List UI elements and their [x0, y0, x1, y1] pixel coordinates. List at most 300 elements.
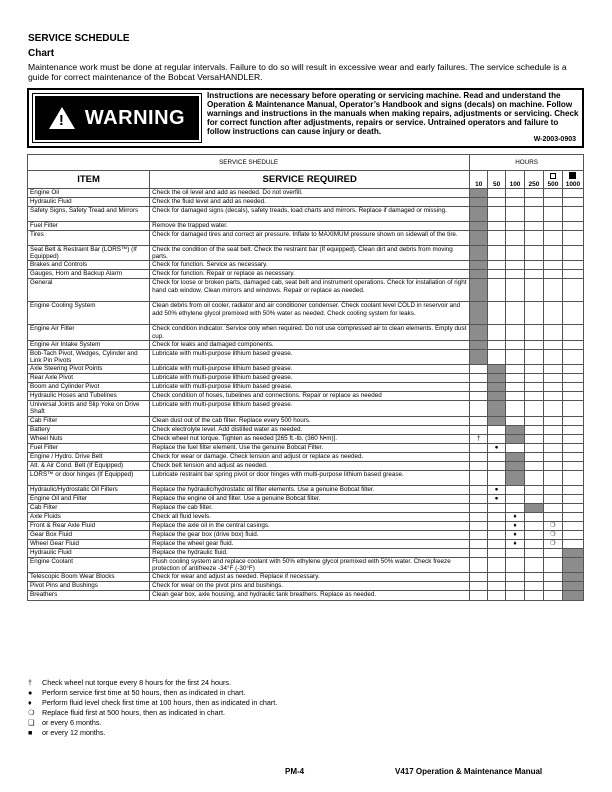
hours-header-1000: 1000: [562, 171, 583, 189]
hours-header-50: 50: [488, 171, 506, 189]
service-cell: Check for function. Repair or replace as necessary.: [150, 270, 470, 279]
item-cell: Seat Belt & Restraint Bar (LORS™) (If Equipped): [28, 246, 150, 261]
interval-cell-10: [470, 401, 488, 416]
service-cell: Replace the engine oil and filter. Use a genuine Bobcat filter.: [150, 494, 470, 503]
item-cell: Wheel Nuts: [28, 434, 150, 443]
table-row: [28, 374, 584, 383]
interval-cell-250: [524, 548, 543, 557]
item-cell: Axle Steering Pivot Points: [28, 365, 150, 374]
legend-item: [28, 708, 277, 718]
legend-item: [28, 678, 277, 688]
interval-cell-500: [543, 512, 562, 521]
service-cell: Replace the fuel filter element. Use the genuine Bobcat Filter.: [150, 443, 470, 452]
interval-cell-1000: [562, 325, 583, 340]
service-cell: Check for wear or damage. Check tension and adjust or replace as needed.: [150, 452, 470, 461]
interval-cell-50: [488, 392, 506, 401]
interval-cell-50: [488, 401, 506, 416]
service-cell: Check for damaged signs (decals), safety treads, load charts and mirrors. Replace if damaged or missing.: [150, 207, 470, 222]
interval-cell-500: [543, 392, 562, 401]
table-row: [28, 325, 584, 340]
interval-cell-250: [524, 392, 543, 401]
item-cell: Breathers: [28, 591, 150, 601]
interval-cell-500: [543, 365, 562, 374]
interval-cell-250: [524, 222, 543, 231]
item-cell: Fuel Filter: [28, 443, 150, 452]
interval-cell-250: [524, 383, 543, 392]
warning-text: Instructions are necessary before operating or servicing machine. Read and understand the Operation & Maintenance Manual, Operator’s Handbook and signs (decals) on machine. Follow warnings and instructions in the manuals when making repairs, adjustments or servicing. Check for correct function after adjustments, repairs or service. Untrained operators and failure to follow instructions can cause injury or death.: [207, 91, 579, 136]
item-cell: Alt. & Air Cond. Belt (If Equipped): [28, 461, 150, 470]
service-cell: Clean dust out of the cab filter. Replace every 500 hours.: [150, 416, 470, 425]
interval-cell-500: ❍: [543, 521, 562, 530]
item-cell: Engine / Hydro. Drive Belt: [28, 452, 150, 461]
interval-cell-100: [506, 349, 525, 364]
interval-cell-250: [524, 530, 543, 539]
interval-cell-10: [470, 548, 488, 557]
service-cell: Check for wear on the pivot pins and bushings.: [150, 582, 470, 591]
item-cell: Cab Filter: [28, 503, 150, 512]
interval-cell-1000: [562, 261, 583, 270]
table-row: [28, 222, 584, 231]
interval-cell-50: [488, 461, 506, 470]
interval-cell-250: [524, 279, 543, 302]
item-cell: Rear Axle Pivot: [28, 374, 150, 383]
service-cell: Replace the hydraulic fluid.: [150, 548, 470, 557]
interval-cell-250: [524, 425, 543, 434]
warning-code: W-2003-0903: [533, 136, 576, 143]
interval-cell-250: [524, 261, 543, 270]
interval-cell-10: [470, 198, 488, 207]
interval-cell-100: [506, 340, 525, 349]
interval-cell-250: [524, 270, 543, 279]
table-row: [28, 539, 584, 548]
interval-cell-50: [488, 573, 506, 582]
interval-cell-500: [543, 349, 562, 364]
table-row: [28, 189, 584, 198]
interval-cell-10: [470, 302, 488, 325]
item-cell: Bob-Tach Pivot, Wedges, Cylinder and Link Pin Pivots: [28, 349, 150, 364]
interval-cell-1000: [562, 340, 583, 349]
interval-cell-100: [506, 434, 525, 443]
interval-cell-10: [470, 231, 488, 246]
item-cell: Tires: [28, 231, 150, 246]
table-row: [28, 494, 584, 503]
interval-cell-1000: [562, 425, 583, 434]
interval-cell-50: [488, 279, 506, 302]
service-cell: Check belt tension and adjust as needed.: [150, 461, 470, 470]
table-row: [28, 503, 584, 512]
table-row: [28, 582, 584, 591]
service-cell: Lubricate with multi-purpose lithium based grease.: [150, 349, 470, 364]
item-cell: Hydraulic Fluid: [28, 548, 150, 557]
interval-cell-50: [488, 521, 506, 530]
legend-item: [28, 698, 277, 708]
interval-cell-250: [524, 485, 543, 494]
item-cell: Battery: [28, 425, 150, 434]
legend-text: or every 6 months.: [42, 718, 102, 727]
interval-cell-100: [506, 392, 525, 401]
interval-cell-500: [543, 325, 562, 340]
interval-cell-50: ●: [488, 494, 506, 503]
interval-cell-250: [524, 557, 543, 572]
table-row: [28, 365, 584, 374]
interval-cell-500: [543, 573, 562, 582]
service-cell: Check for loose or broken parts, damaged cab, seat belt and instrument operations. Check for installation of right hand cab window. Clean mirrors and windows. Repair or replace as needed.: [150, 279, 470, 302]
service-cell: Replace the wheel gear fluid.: [150, 539, 470, 548]
interval-cell-500: [543, 443, 562, 452]
interval-cell-1000: [562, 383, 583, 392]
interval-cell-50: [488, 452, 506, 461]
interval-cell-10: [470, 530, 488, 539]
interval-cell-10: [470, 365, 488, 374]
item-cell: Gear Box Fluid: [28, 530, 150, 539]
interval-cell-50: [488, 416, 506, 425]
interval-cell-10: [470, 443, 488, 452]
interval-cell-250: [524, 443, 543, 452]
legend-symbol-icon: ●: [28, 688, 33, 697]
interval-cell-50: [488, 530, 506, 539]
interval-cell-250: [524, 494, 543, 503]
table-row: [28, 573, 584, 582]
hours-title: HOURS: [470, 155, 584, 171]
interval-cell-50: [488, 425, 506, 434]
interval-cell-250: [524, 401, 543, 416]
legend-symbol-icon: ■: [28, 728, 33, 737]
interval-cell-500: [543, 302, 562, 325]
item-cell: Engine Oil: [28, 189, 150, 198]
interval-cell-1000: [562, 189, 583, 198]
interval-cell-1000: [562, 494, 583, 503]
interval-cell-50: [488, 591, 506, 601]
interval-cell-1000: [562, 512, 583, 521]
interval-cell-10: [470, 392, 488, 401]
table-row: [28, 470, 584, 485]
table-row: [28, 443, 584, 452]
interval-cell-500: [543, 582, 562, 591]
interval-cell-100: [506, 189, 525, 198]
hours-header-250: 250: [524, 171, 543, 189]
interval-cell-100: [506, 383, 525, 392]
interval-cell-1000: [562, 349, 583, 364]
interval-cell-50: [488, 374, 506, 383]
service-cell: Lubricate with multi-purpose lithium based grease.: [150, 383, 470, 392]
table-row: [28, 392, 584, 401]
interval-cell-500: ❍: [543, 539, 562, 548]
service-cell: Replace the gear box (drive box) fluid.: [150, 530, 470, 539]
interval-cell-10: [470, 503, 488, 512]
interval-cell-500: [543, 452, 562, 461]
interval-cell-100: [506, 261, 525, 270]
service-cell: Lubricate with multi-purpose lithium based grease.: [150, 374, 470, 383]
interval-cell-1000: [562, 582, 583, 591]
service-cell: Check for function. Service as necessary.: [150, 261, 470, 270]
interval-cell-50: [488, 270, 506, 279]
interval-cell-1000: [562, 521, 583, 530]
interval-cell-500: [543, 198, 562, 207]
interval-cell-500: [543, 374, 562, 383]
interval-cell-100: [506, 325, 525, 340]
service-cell: Lubricate restraint bar spring pivot or door hinges with multi-purpose lithium based grease.: [150, 470, 470, 485]
interval-cell-500: [543, 383, 562, 392]
interval-cell-10: [470, 416, 488, 425]
interval-cell-500: [543, 222, 562, 231]
interval-cell-100: [506, 470, 525, 485]
intro-paragraph: Maintenance work must be done at regular intervals. Failure to do so will result in excessive wear and early failures. The service schedule is a guide for correct maintenance of the Bobcat VersaHANDLER.: [28, 62, 567, 82]
interval-cell-250: [524, 503, 543, 512]
interval-cell-10: [470, 207, 488, 222]
interval-cell-500: [543, 557, 562, 572]
table-row: [28, 246, 584, 261]
chart-subheading: Chart: [28, 48, 55, 59]
legend-symbol-icon: ♦: [28, 698, 32, 707]
warning-box: [27, 88, 584, 148]
interval-cell-100: [506, 503, 525, 512]
interval-cell-500: [543, 485, 562, 494]
interval-cell-500: [543, 207, 562, 222]
interval-cell-50: [488, 189, 506, 198]
service-cell: Replace the axle oil in the central casings.: [150, 521, 470, 530]
interval-cell-50: [488, 582, 506, 591]
interval-cell-100: [506, 443, 525, 452]
interval-cell-100: [506, 494, 525, 503]
table-row: [28, 485, 584, 494]
interval-cell-250: [524, 434, 543, 443]
interval-cell-250: [524, 416, 543, 425]
service-cell: Check the fluid level and add as needed.: [150, 198, 470, 207]
service-cell: Flush cooling system and replace coolant with 50% ethylene glycol premixed with 50% water. Check freeze protection of antifreeze -34°F (-30°F): [150, 557, 470, 572]
item-cell: Engine Air Filter: [28, 325, 150, 340]
interval-cell-50: ●: [488, 443, 506, 452]
interval-cell-500: [543, 434, 562, 443]
interval-cell-50: [488, 512, 506, 521]
interval-cell-10: †: [470, 434, 488, 443]
interval-cell-100: [506, 485, 525, 494]
item-cell: Gauges, Horn and Backup Alarm: [28, 270, 150, 279]
interval-cell-500: [543, 503, 562, 512]
interval-cell-50: [488, 340, 506, 349]
table-row: [28, 512, 584, 521]
interval-cell-100: [506, 416, 525, 425]
interval-cell-1000: [562, 530, 583, 539]
interval-cell-250: [524, 349, 543, 364]
interval-cell-500: [543, 416, 562, 425]
section-heading: SERVICE SCHEDULE: [28, 33, 130, 44]
interval-cell-250: [524, 521, 543, 530]
item-cell: Wheel Gear Fluid: [28, 539, 150, 548]
legend-item: [28, 728, 277, 738]
item-cell: Axle Fluids: [28, 512, 150, 521]
interval-cell-50: [488, 302, 506, 325]
table-row: [28, 198, 584, 207]
item-cell: Telescopic Boom Wear Blocks: [28, 573, 150, 582]
service-cell: Check for damaged tires and correct air pressure. Inflate to MAXIMUM pressure shown on sidewall of the tire.: [150, 231, 470, 246]
interval-cell-100: [506, 222, 525, 231]
interval-cell-500: [543, 340, 562, 349]
interval-cell-100: [506, 401, 525, 416]
interval-cell-250: [524, 452, 543, 461]
hours-header-100: 100: [506, 171, 525, 189]
manual-title: V417 Operation & Maintenance Manual: [395, 767, 543, 776]
interval-cell-10: [470, 591, 488, 601]
interval-cell-250: [524, 198, 543, 207]
item-cell: Hydraulic Hoses and Tubelines: [28, 392, 150, 401]
interval-cell-10: [470, 512, 488, 521]
interval-cell-50: [488, 231, 506, 246]
interval-cell-50: [488, 434, 506, 443]
interval-cell-500: [543, 231, 562, 246]
interval-cell-10: [470, 279, 488, 302]
table-row: [28, 261, 584, 270]
interval-cell-10: [470, 222, 488, 231]
interval-cell-1000: [562, 374, 583, 383]
service-cell: Clean debris from oil cooler, radiator and air conditioner condenser. Check coolant level COLD in reservoir and add 50% ethylene glycol premixed with 50% water as needed. Check cooling system for leaks.: [150, 302, 470, 325]
interval-cell-10: [470, 485, 488, 494]
interval-cell-50: [488, 222, 506, 231]
interval-cell-1000: [562, 231, 583, 246]
table-row: [28, 548, 584, 557]
interval-cell-1000: [562, 557, 583, 572]
interval-cell-100: [506, 279, 525, 302]
interval-cell-250: [524, 461, 543, 470]
item-cell: Pivot Pins and Bushings: [28, 582, 150, 591]
interval-cell-500: [543, 279, 562, 302]
interval-cell-250: [524, 325, 543, 340]
interval-cell-100: [506, 302, 525, 325]
item-cell: Hydraulic Fluid: [28, 198, 150, 207]
item-column-header: ITEM: [28, 171, 150, 189]
item-cell: Safety Signs, Safety Tread and Mirrors: [28, 207, 150, 222]
interval-cell-100: [506, 198, 525, 207]
table-row: [28, 452, 584, 461]
interval-cell-1000: [562, 539, 583, 548]
interval-cell-1000: [562, 461, 583, 470]
item-cell: Engine Air Intake System: [28, 340, 150, 349]
interval-cell-50: [488, 261, 506, 270]
twelve-month-square-icon: [569, 172, 576, 179]
interval-cell-500: [543, 591, 562, 601]
interval-cell-1000: [562, 246, 583, 261]
interval-cell-100: [506, 246, 525, 261]
interval-cell-100: [506, 425, 525, 434]
interval-cell-50: [488, 383, 506, 392]
table-row: [28, 340, 584, 349]
interval-cell-100: [506, 452, 525, 461]
interval-cell-250: [524, 512, 543, 521]
service-cell: Check all fluid levels.: [150, 512, 470, 521]
legend-text: Check wheel nut torque every 8 hours for the first 24 hours.: [42, 678, 231, 687]
interval-cell-1000: [562, 302, 583, 325]
service-cell: Check the condition of the seat belt. Check the restraint bar (If equipped). Clean dirt and debris from moving parts.: [150, 246, 470, 261]
legend-text: Perform fluid level check first time at 100 hours, then as indicated in chart.: [42, 698, 278, 707]
interval-cell-1000: [562, 591, 583, 601]
six-month-square-icon: [550, 173, 556, 179]
interval-cell-100: ♦: [506, 512, 525, 521]
interval-cell-100: ♦: [506, 530, 525, 539]
table-row: [28, 279, 584, 302]
service-cell: Check electrolyte level. Add distilled water as needed.: [150, 425, 470, 434]
interval-cell-50: [488, 470, 506, 485]
interval-cell-10: [470, 246, 488, 261]
interval-cell-500: [543, 470, 562, 485]
interval-cell-250: [524, 365, 543, 374]
interval-cell-1000: [562, 548, 583, 557]
table-row: [28, 401, 584, 416]
interval-cell-50: [488, 503, 506, 512]
interval-cell-1000: [562, 207, 583, 222]
interval-cell-10: [470, 383, 488, 392]
interval-cell-1000: [562, 452, 583, 461]
interval-cell-500: [543, 246, 562, 261]
interval-cell-10: [470, 521, 488, 530]
interval-cell-100: [506, 548, 525, 557]
table-row: [28, 557, 584, 572]
service-cell: Lubricate with multi-purpose lithium based grease.: [150, 365, 470, 374]
table-row: [28, 530, 584, 539]
table-row: [28, 521, 584, 530]
interval-cell-500: [543, 494, 562, 503]
interval-cell-1000: [562, 470, 583, 485]
interval-cell-1000: [562, 573, 583, 582]
interval-cell-1000: [562, 222, 583, 231]
interval-cell-50: [488, 365, 506, 374]
interval-cell-100: [506, 270, 525, 279]
interval-cell-1000: [562, 401, 583, 416]
legend-text: or every 12 months.: [42, 728, 106, 737]
table-row: [28, 434, 584, 443]
interval-cell-500: [543, 270, 562, 279]
table-row: [28, 349, 584, 364]
item-cell: Cab Filter: [28, 416, 150, 425]
table-row: [28, 461, 584, 470]
interval-cell-250: [524, 231, 543, 246]
table-row: [28, 302, 584, 325]
interval-cell-250: [524, 374, 543, 383]
interval-cell-500: [543, 461, 562, 470]
service-cell: Replace the hydraulic/hydrostatic oil filter elements. Use a genuine Bobcat filter.: [150, 485, 470, 494]
service-cell: Lubricate with multi-purpose lithium based grease.: [150, 401, 470, 416]
warning-triangle-icon: !: [49, 107, 75, 129]
item-cell: LORS™ or door hinges (If Equipped): [28, 470, 150, 485]
page-number: PM-4: [285, 767, 305, 776]
interval-cell-50: [488, 349, 506, 364]
hours-header-500: 500: [543, 171, 562, 189]
item-cell: General: [28, 279, 150, 302]
interval-cell-100: [506, 365, 525, 374]
interval-cell-100: [506, 461, 525, 470]
legend-symbol-icon: †: [28, 678, 32, 687]
hours-header-10: 10: [470, 171, 488, 189]
interval-cell-10: [470, 461, 488, 470]
table-row: [28, 425, 584, 434]
interval-cell-10: [470, 270, 488, 279]
service-schedule-table: [27, 154, 584, 601]
service-cell: Check for wear and adjust as needed. Replace if necessary.: [150, 573, 470, 582]
table-row: [28, 270, 584, 279]
interval-cell-500: [543, 261, 562, 270]
table-row: [28, 416, 584, 425]
interval-cell-10: [470, 470, 488, 485]
interval-cell-250: [524, 340, 543, 349]
service-cell: Clean gear box, axle housing, and hydraulic tank breathers. Replace as needed.: [150, 591, 470, 601]
interval-cell-250: [524, 470, 543, 485]
item-cell: Fuel Filter: [28, 222, 150, 231]
interval-cell-10: [470, 582, 488, 591]
table-title: SERVICE SHEDULE: [28, 155, 470, 171]
interval-cell-100: [506, 573, 525, 582]
legend-symbol-icon: ❑: [28, 718, 35, 727]
warning-label: [33, 94, 201, 142]
interval-cell-250: [524, 573, 543, 582]
interval-cell-250: [524, 539, 543, 548]
